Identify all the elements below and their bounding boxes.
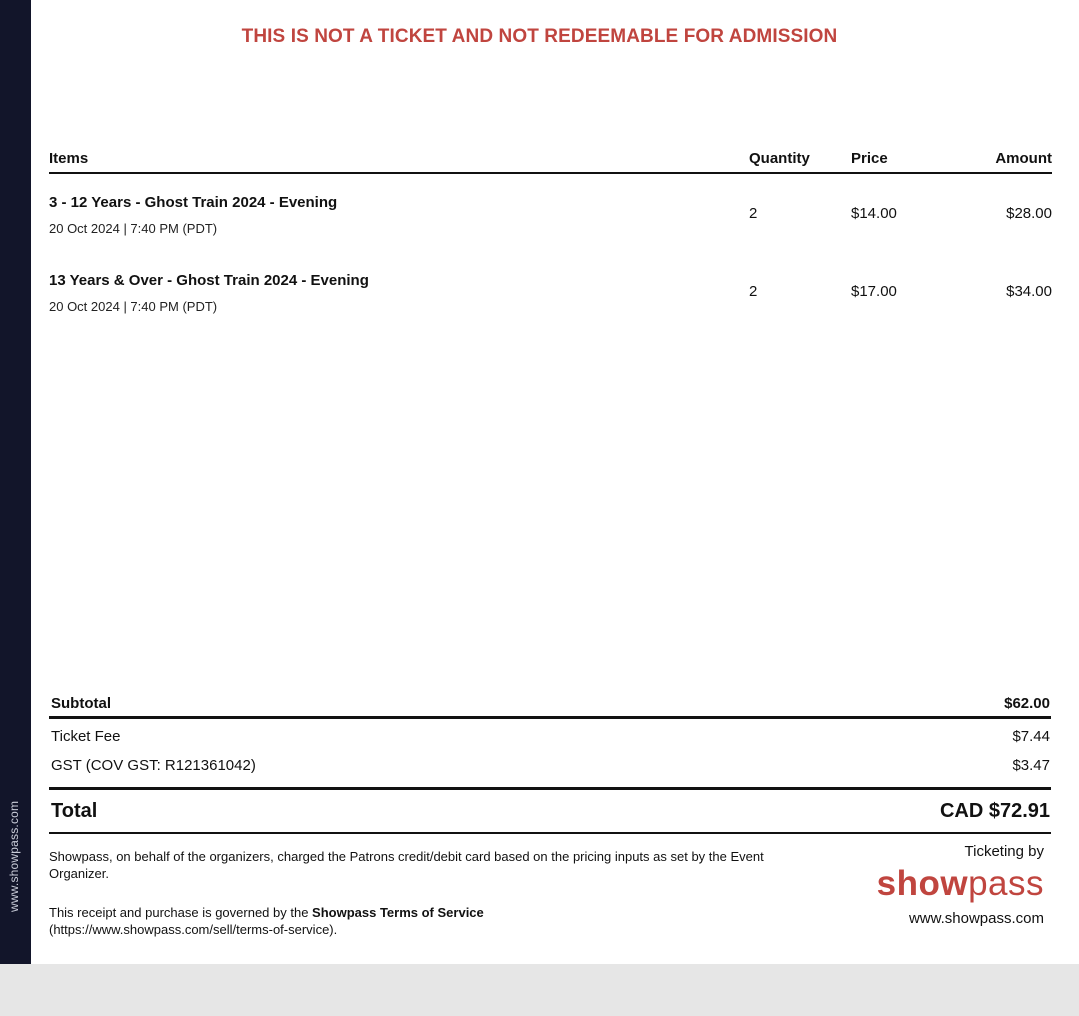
table-header: [49, 148, 1052, 174]
header-price: Price: [851, 150, 888, 167]
table-row: [49, 174, 1052, 252]
ticket-fee-value: $7.44: [1012, 728, 1050, 745]
footer-notes: [49, 848, 809, 960]
showpass-website[interactable]: www.showpass.com: [908, 910, 1044, 927]
terms-prefix: This receipt and purchase is governed by the: [49, 905, 313, 920]
item-price: $14.00: [851, 205, 897, 222]
total-label: Total: [51, 800, 98, 822]
ticket-fee-row: [49, 719, 1051, 753]
subtotal-row: [49, 690, 1051, 719]
table-row: [49, 252, 1052, 330]
item-date: 20 Oct 2024 | 7:40 PM (PDT): [49, 221, 218, 236]
item-amount: $34.00: [1006, 283, 1052, 300]
gst-label: GST (COV GST: R121361042): [51, 757, 256, 774]
subtotal-label: Subtotal: [51, 695, 111, 712]
logo-pass: pass: [968, 864, 1044, 903]
total-value: CAD $72.91: [939, 800, 1050, 822]
item-quantity: 2: [749, 283, 758, 300]
charge-disclaimer: Showpass, on behalf of the organizers, charged the Patrons credit/debit card based on the pricing inputs as set by the Event Organizer.: [49, 849, 764, 881]
item-name: 3 - 12 Years - Ghost Train 2024 - Evening: [49, 194, 338, 211]
item-amount: $28.00: [1006, 205, 1052, 222]
ticketing-by-label: Ticketing by: [964, 843, 1044, 860]
terms-url: (https://www.showpass.com/sell/terms-of-service).: [49, 922, 338, 937]
logo-show: show: [876, 864, 969, 903]
header-amount: Amount: [995, 150, 1052, 167]
terms-of-service-link[interactable]: Showpass Terms of Service: [312, 905, 484, 920]
side-strip: [0, 0, 31, 964]
header-items: Items: [49, 150, 89, 167]
subtotal-value: $62.00: [1004, 695, 1050, 712]
item-price: $17.00: [851, 283, 897, 300]
header-quantity: Quantity: [749, 150, 810, 167]
items-table: [49, 148, 1052, 330]
totals-section: [49, 690, 1051, 834]
total-row: [49, 790, 1051, 834]
side-website-text: www.showpass.com: [7, 800, 21, 912]
ticketing-brand: [844, 843, 1044, 927]
item-name: 13 Years & Over - Ghost Train 2024 - Evening: [49, 272, 369, 289]
terms-notice: [49, 904, 809, 938]
item-quantity: 2: [749, 205, 758, 222]
not-a-ticket-notice: THIS IS NOT A TICKET AND NOT REDEEMABLE FOR ADMISSION: [241, 26, 838, 47]
item-date: 20 Oct 2024 | 7:40 PM (PDT): [49, 299, 218, 314]
gst-row: [49, 753, 1051, 790]
showpass-logo: [844, 864, 1044, 904]
gst-value: $3.47: [1012, 757, 1050, 774]
ticket-fee-label: Ticket Fee: [51, 728, 121, 745]
